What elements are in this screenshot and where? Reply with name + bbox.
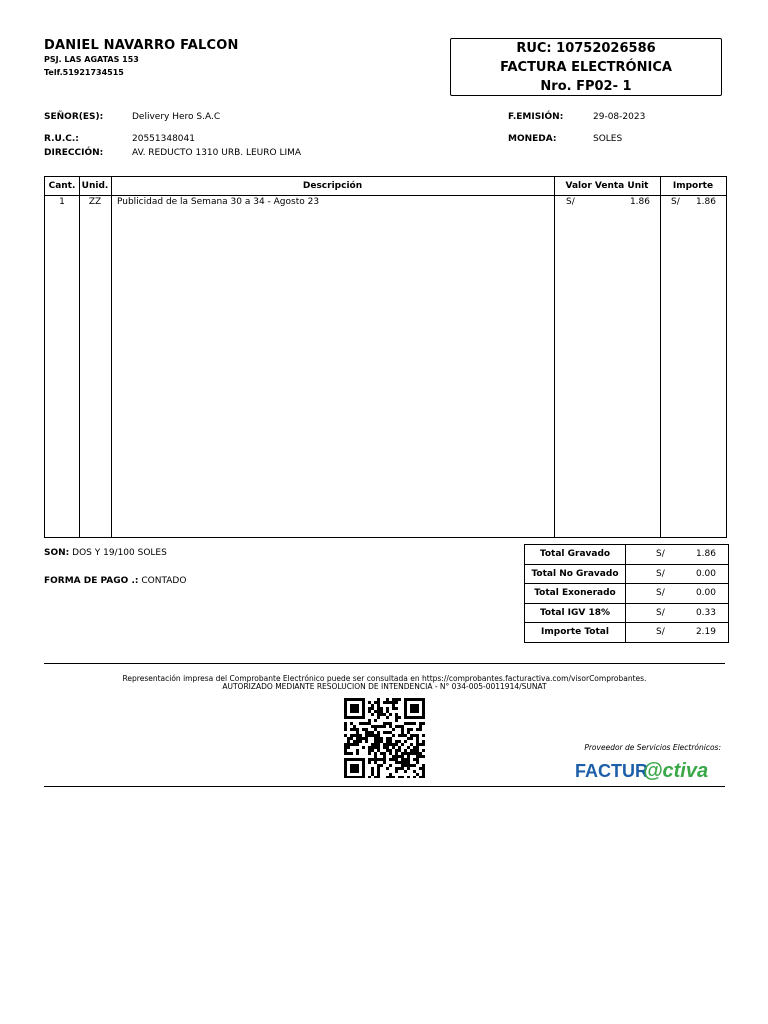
column-header-unit-value: Valor Venta Unit (565, 181, 649, 191)
amount-in-words-label: SON: (44, 548, 70, 558)
column-divider (79, 177, 80, 537)
qr-code (343, 698, 426, 778)
total-currency: S/ (626, 584, 677, 604)
row-description: Publicidad de la Semana 30 a 34 - Agosto 23 (117, 197, 320, 207)
amount-in-words (44, 548, 167, 558)
footer-divider-bottom (44, 786, 725, 787)
total-label: Total No Gravado (525, 564, 626, 584)
items-table (44, 176, 727, 538)
column-divider (554, 177, 555, 537)
issuer-address: PSJ. LAS AGATAS 153 (44, 55, 139, 64)
customer-ruc-label: R.U.C.: (44, 134, 79, 144)
issuer-phone: Telf.51921734515 (44, 68, 124, 77)
column-header-qty: Cant. (48, 181, 76, 191)
row-unit-currency: S/ (566, 197, 575, 207)
column-divider (660, 177, 661, 537)
logo-text-factur: FACTUR (575, 761, 648, 781)
document-id-box (450, 38, 722, 96)
customer-name-label: SEÑOR(ES): (44, 112, 104, 122)
total-value: 0.33 (676, 603, 729, 623)
customer-address-label: DIRECCIÓN: (44, 148, 104, 158)
currency: SOLES (593, 134, 623, 144)
row-unit-value: 1.86 (629, 197, 650, 207)
total-currency: S/ (626, 603, 677, 623)
legal-notice-line1: Representación impresa del Comprobante Electrónico puede ser consultada en https://comprobantes.facturactiva.com/visorComprobantes. (122, 674, 647, 683)
row-amount-currency: S/ (671, 197, 680, 207)
column-header-amount: Importe (672, 181, 714, 191)
document-type: FACTURA ELECTRÓNICA (500, 59, 672, 75)
total-label: Total Exonerado (525, 584, 626, 604)
payment-method (44, 576, 186, 586)
column-divider (111, 177, 112, 537)
total-currency: S/ (626, 623, 677, 643)
total-value: 0.00 (676, 564, 729, 584)
header-divider (45, 195, 726, 196)
legal-notice-line2: AUTORIZADO MEDIANTE RESOLUCION DE INTENDENCIA - N° 034-005-0011914/SUNAT (222, 682, 547, 691)
amount-in-words-value: DOS Y 19/100 SOLES (72, 548, 167, 558)
payment-method-value: CONTADO (141, 576, 187, 586)
total-currency: S/ (626, 564, 677, 584)
document-ruc: RUC: 10752026586 (516, 40, 656, 56)
totals-row (525, 623, 729, 643)
document-number: Nro. FP02- 1 (540, 78, 632, 94)
total-value: 0.00 (676, 584, 729, 604)
facturactiva-logo (575, 757, 725, 785)
row-qty: 1 (59, 197, 65, 207)
currency-label: MONEDA: (508, 134, 557, 144)
customer-ruc: 20551348041 (132, 134, 195, 144)
column-header-description: Descripción (302, 181, 363, 191)
column-header-unit: Unid. (81, 181, 109, 191)
provider-label: Proveedor de Servicios Electrónicos: (584, 743, 721, 752)
total-label: Total Gravado (525, 545, 626, 565)
payment-method-label: FORMA DE PAGO .: (44, 576, 139, 586)
customer-address: AV. REDUCTO 1310 URB. LEURO LIMA (132, 148, 302, 158)
footer-divider-top (44, 663, 725, 664)
totals-row (525, 603, 729, 623)
total-value: 1.86 (676, 545, 729, 565)
total-label: Total IGV 18% (525, 603, 626, 623)
total-currency: S/ (626, 545, 677, 565)
totals-table (524, 544, 729, 643)
issuer-name: DANIEL NAVARRO FALCON (44, 38, 239, 53)
totals-row (525, 564, 729, 584)
issue-date-label: F.EMISIÓN: (508, 112, 564, 122)
customer-name: Delivery Hero S.A.C (132, 112, 221, 122)
issue-date: 29-08-2023 (593, 112, 646, 122)
total-value: 2.19 (676, 623, 729, 643)
total-label: Importe Total (525, 623, 626, 643)
logo-text-activa: @ctiva (643, 760, 709, 782)
row-unit: ZZ (88, 197, 102, 207)
row-amount: 1.86 (695, 197, 716, 207)
totals-row (525, 584, 729, 604)
totals-row (525, 545, 729, 565)
